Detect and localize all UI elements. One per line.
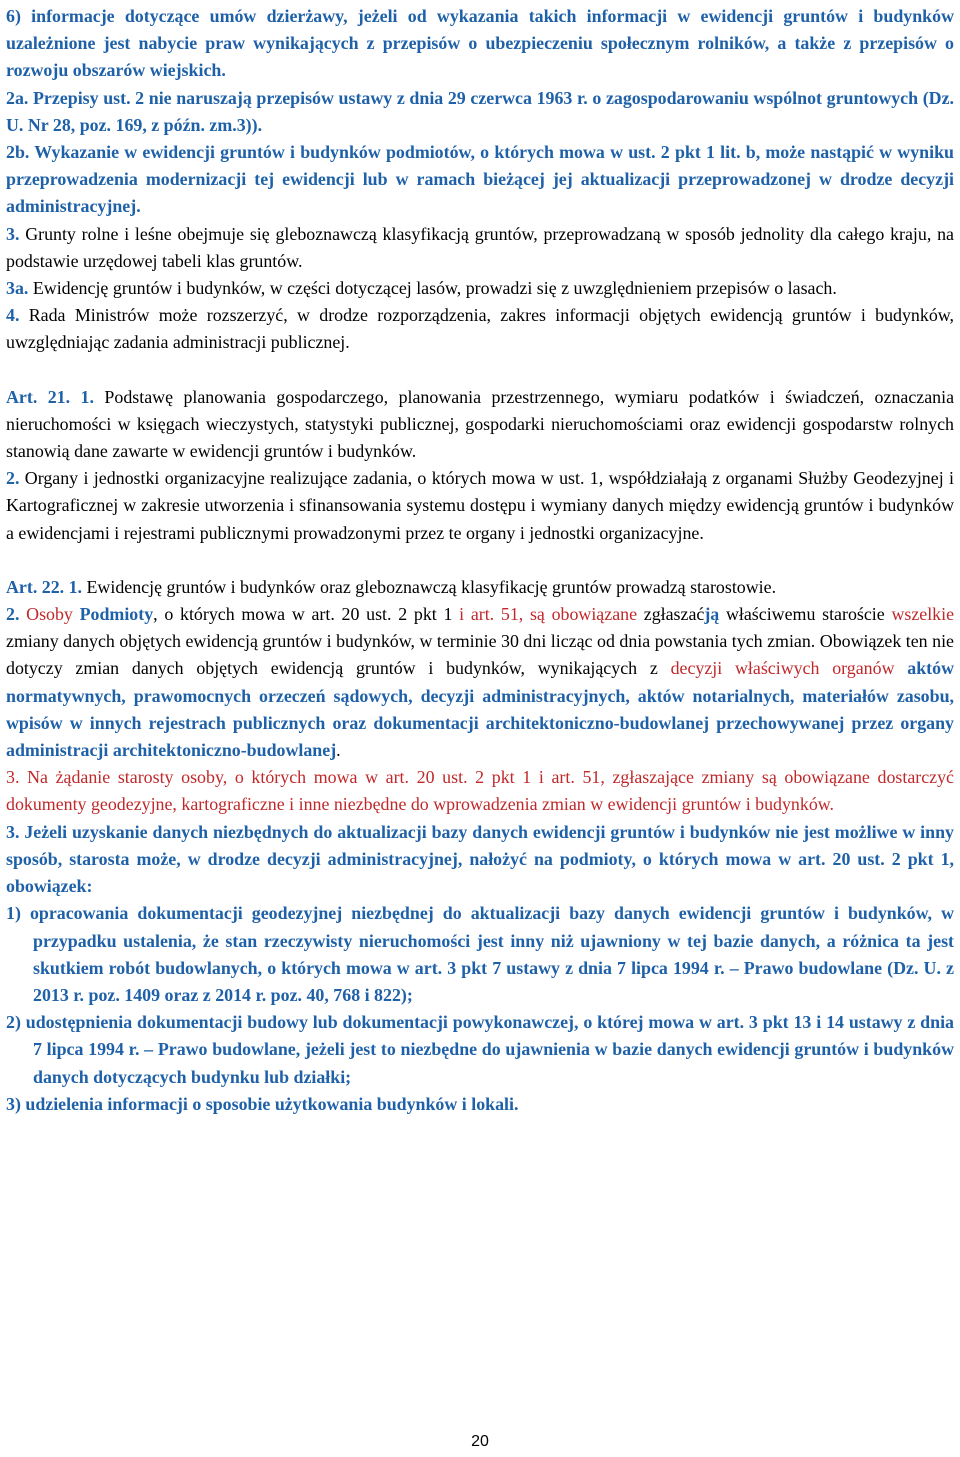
article-22-p2-number: 2. (6, 604, 20, 625)
paragraph-4 (6, 302, 954, 356)
document-page (6, 3, 954, 1118)
text-run: zgłaszać (637, 604, 705, 625)
text-run (73, 604, 80, 624)
inserted-phrase-akty: aktów normatywnych, prawomocnych orzeczeń sądowych, decyzji administracyjnych, aktów notarialnych, materiałów zasobu, wpisów w innych rejestrach publicznych oraz dokumentacji architektoniczno-budowlanej przechowywanej przez organy administracji architektoniczno-budowlanej (6, 658, 954, 761)
spacer (6, 357, 954, 384)
article-21-p1-text: Podstawę planowania gospodarczego, planowania przestrzennego, wymiaru podatków i świadczeń, oznaczania nieruchomości w księgach wieczystych, statystyki publicznej, gospodarki nieruchomościami oraz ewidencji gospodarstw rolnych stanowią dane zawarte w ewidencji gruntów i budynków. (6, 386, 955, 462)
text-run: zmiany danych objętych ewidencją gruntów i budynków, w terminie 30 dni licząc od dnia powstania tych zmian. Obowiązek ten nie dotyczy zmian danych objętych ewidencją gruntów i budynków, wynikających z (6, 631, 954, 679)
inserted-suffix: ją (704, 604, 720, 625)
article-21-heading: Art. 21. (6, 386, 71, 407)
article-22-paragraph-2 (6, 601, 954, 764)
article-22-paragraph-3-struck: 3. Na żądanie starosty osoby, o których mowa w art. 20 ust. 2 pkt 1 i art. 51, zgłaszające zmiany są obowiązane dostarczyć dokumenty geodezyjne, kartograficzne i inne niezbędne do wprowadzenia zmian w ewidencji gruntów i budynków. (6, 767, 954, 815)
list-item-2: 2) udostępnienia dokumentacji budowy lub dokumentacji powykonawczej, o której mowa w art. 3 pkt 13 i 14 ustawy z dnia 7 lipca 1994 r. – Prawo budowlane, jeżeli jest to niezbędne do ujawnienia w bazie danych ewidencji gruntów i budynków danych dotyczących budynku lub działki; (6, 1012, 954, 1087)
paragraph-3a (6, 275, 954, 302)
struck-phrase: i art. 51, są obowiązane (459, 604, 638, 625)
article-22-p1-number: 1. (64, 576, 83, 597)
article-21-p2-number: 2. (6, 468, 20, 489)
article-22-paragraph-1 (6, 574, 954, 601)
list-item-1: 1) opracowania dokumentacji geodezyjnej niezbędnej do aktualizacji bazy danych ewidencji gruntów i budynków, w przypadku ustalenia, że stan rzeczywisty nieruchomości jest inny niż ujawniony w tej bazie danych, a różnica ta jest skutkiem robót budowlanych, o których mowa w art. 3 pkt 7 ustawy z dnia 7 lipca 1994 r. – Prawo budowlane (Dz. U. z 2013 r. poz. 1409 oraz z 2014 r. poz. 40, 768 i 822); (6, 903, 954, 1005)
list-item-3: 3) udzielenia informacji o sposobie użytkowania budynków i lokali. (6, 1093, 519, 1114)
article-22-p1-text: Ewidencję gruntów i budynków oraz gleboznawczą klasyfikację gruntów prowadzą starostowie. (82, 576, 777, 597)
item-6: 6) informacje dotyczące umów dzierżawy, jeżeli od wykazania takich informacji w ewidencji gruntów i budynków uzależnione jest nabycie praw wynikających z przepisów o ubezpieczeniu społecznym rolników, a także z przepisów o rozwoju obszarów wiejskich. (6, 6, 954, 81)
paragraph-3 (6, 221, 954, 275)
paragraph-3-text: Grunty rolne i leśne obejmuje się gleboznawczą klasyfikacją gruntów, przeprowadzaną w sposób jednolity dla całego kraju, na podstawie urzędowej tabeli klas gruntów. (6, 223, 954, 271)
paragraph-3-number: 3. (6, 223, 20, 244)
struck-word-osoby: Osoby (26, 604, 73, 625)
struck-word-wszelkie: wszelkie (891, 604, 955, 625)
page-number: 20 (471, 1433, 489, 1450)
paragraph-2b (6, 139, 954, 221)
article-22-heading: Art. 22. (6, 576, 65, 597)
text-run: . (336, 740, 341, 761)
article-21-p1-number: 1. (70, 386, 94, 407)
struck-phrase-decyzji: decyzji właściwych organów (670, 658, 895, 679)
paragraph-2b-text: Wykazanie w ewidencji gruntów i budynków podmiotów, o których mowa w ust. 2 pkt 1 lit. b, może nastąpić w wyniku przeprowadzenia modernizacji tej ewidencji lub w ramach bieżącej jej aktualizacji przeprowadzonej w drodze decyzji administracyjnej. (6, 142, 954, 217)
paragraph-2b-number: 2b. (6, 142, 30, 163)
article-21-paragraph-2 (6, 465, 954, 547)
paragraph-3a-number: 3a. (6, 278, 29, 299)
text-run (895, 658, 908, 678)
article-22-paragraph-3-new: 3. Jeżeli uzyskanie danych niezbędnych do aktualizacji bazy danych ewidencji gruntów i budynków nie jest możliwe w inny sposób, starosta może, w drodze decyzji administracyjnej, nałożyć na podmioty, o których mowa w art. 20 ust. 2 pkt 1, obowiązek: (6, 821, 954, 897)
spacer (6, 547, 954, 574)
inserted-word-podmioty: Podmioty (79, 604, 154, 625)
paragraph-4-number: 4. (6, 305, 20, 326)
article-21-p2-text: Organy i jednostki organizacyjne realizujące zadania, o których mowa w ust. 1, współdziałają z organami Służby Geodezyjnej i Kartograficznej w zakresie utworzenia i sfinansowania systemu dostępu i wymiany danych między ewidencją gruntów i budynków a ewidencjami i rejestrami publicznymi prowadzonymi przez te organy i jednostki organizacyjne. (6, 468, 954, 543)
text-run: właściwemu staroście (719, 604, 892, 625)
article-21-paragraph-1 (6, 384, 954, 466)
paragraph-3a-text: Ewidencję gruntów i budynków, w części dotyczącej lasów, prowadzi się z uwzględnieniem przepisów o lasach. (28, 278, 837, 299)
paragraph-2a: 2a. Przepisy ust. 2 nie naruszają przepisów ustawy z dnia 29 czerwca 1963 r. o zagospodarowaniu wspólnot gruntowych (Dz. U. Nr 28, poz. 169, z późn. zm.3)). (6, 87, 954, 135)
text-run: , o których mowa w art. 20 ust. 2 pkt 1 (153, 604, 460, 625)
paragraph-4-text: Rada Ministrów może rozszerzyć, w drodze rozporządzenia, zakres informacji objętych ewidencją gruntów i budynków, uwzględniając zadania administracji publicznej. (6, 305, 954, 353)
